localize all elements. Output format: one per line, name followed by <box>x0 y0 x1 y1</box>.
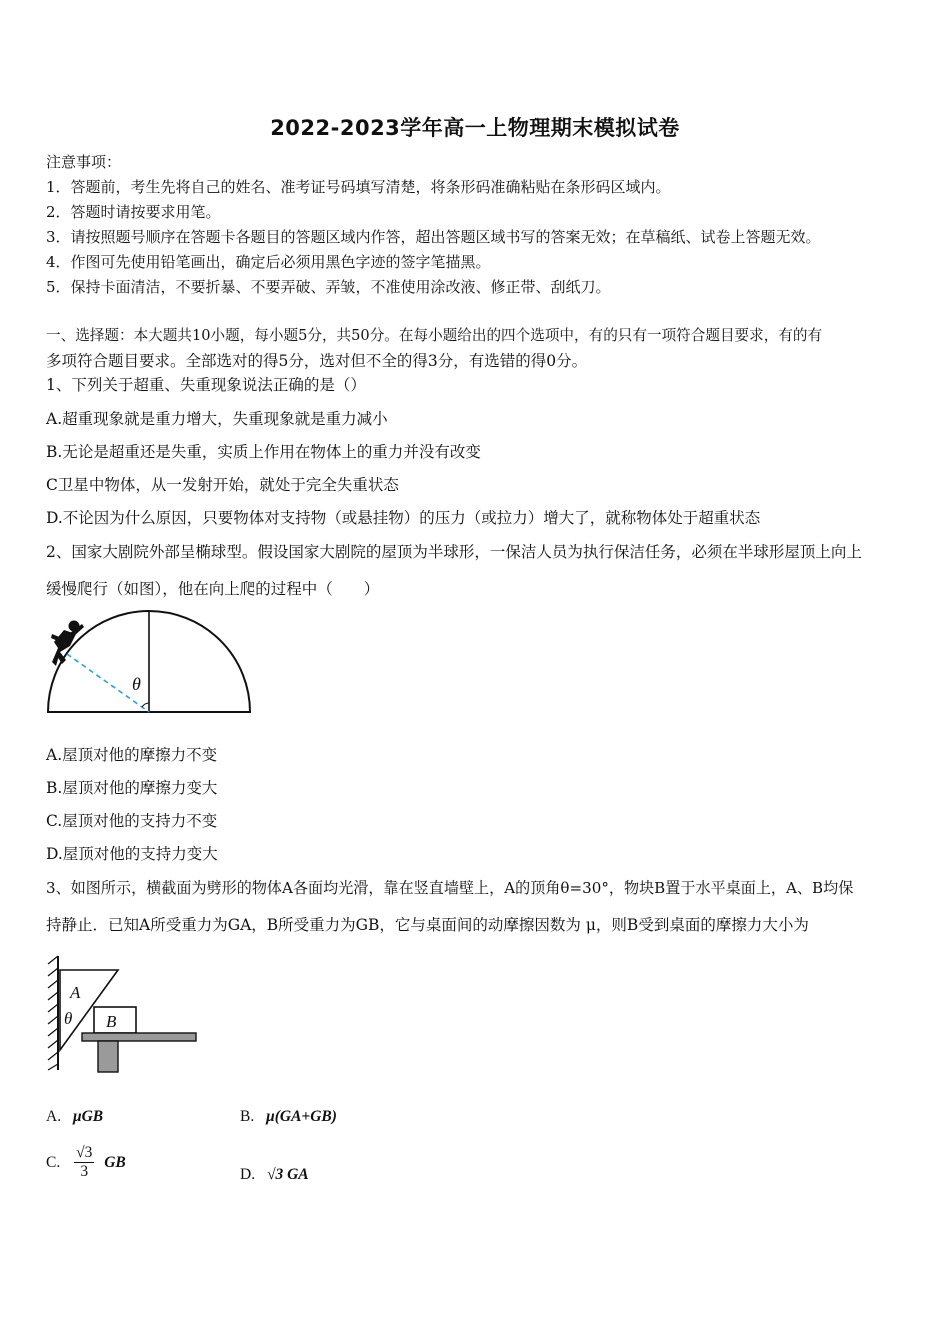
question-1-option-c: C卫星中物体，从一发射开始，就处于完全失重状态 <box>46 476 399 494</box>
climber-icon <box>51 621 84 667</box>
question-3-stem-line-2: 持静止．已知A所受重力为GA，B所受重力为GB，它与桌面间的动摩擦因数为 μ，则B受到桌面的摩擦力大小为 <box>46 916 809 934</box>
section-instructions-line-1: 一、选择题：本大题共10小题，每小题5分，共50分。在每小题给出的四个选项中，有的只有一项符合题目要求，有的有 <box>46 327 823 344</box>
question-1-option-b: B.无论是超重还是失重，实质上作用在物体上的重力并没有改变 <box>46 443 481 461</box>
option-d-expression: √3 GA <box>266 1166 309 1183</box>
wedge-block-figure <box>44 952 204 1076</box>
question-3-option-d <box>240 1166 309 1184</box>
question-2-option-b: B.屋顶对他的摩擦力变大 <box>46 779 218 797</box>
question-2-stem-line-2: 缓慢爬行（如图），他在向上爬的过程中（ ） <box>46 580 380 598</box>
notice-item-4: 4．作图可先使用铅笔画出，确定后必须用黑色字迹的签字笔描黑。 <box>46 253 491 271</box>
notice-item-5: 5．保持卡面清洁，不要折暴、不要弄破、弄皱，不准使用涂改液、修正带、刮纸刀。 <box>46 278 611 296</box>
option-d-label: D. <box>240 1166 256 1183</box>
notice-item-3: 3．请按照题号顺序在答题卡各题目的答题区域内作答，超出答题区域书写的答案无效；在草稿纸、试卷上答题无效。 <box>46 228 821 246</box>
option-c-label: C. <box>46 1153 61 1171</box>
question-1-option-d: D.不论因为什么原因，只要物体对支持物（或悬挂物）的压力（或拉力）增大了，就称物体处于超重状态 <box>46 509 761 527</box>
question-2-option-c: C.屋顶对他的支持力不变 <box>46 812 218 830</box>
section-instructions-line-2: 多项符合题目要求。全部选对的得5分，选对但不全的得3分，有选错的得0分。 <box>46 352 588 370</box>
option-a-expression: μGB <box>72 1108 104 1125</box>
question-2-option-a: A.屋顶对他的摩擦力不变 <box>46 746 218 764</box>
option-c-numerator: √3 <box>76 1144 93 1161</box>
wedge-theta-label: θ <box>64 1009 73 1028</box>
page-title: 2022-2023学年高一上物理期末模拟试卷 <box>270 116 680 140</box>
question-1-stem: 1、下列关于超重、失重现象说法正确的是（） <box>46 376 366 394</box>
question-3-option-a <box>46 1108 103 1126</box>
question-2-option-d: D.屋顶对他的支持力变大 <box>46 845 218 863</box>
option-b-label: B. <box>240 1108 255 1125</box>
question-3-option-c <box>46 1144 126 1181</box>
question-1-option-a: A.超重现象就是重力增大，失重现象就是重力减小 <box>46 410 388 428</box>
theta-label: θ <box>132 674 141 694</box>
notice-heading: 注意事项： <box>46 153 122 171</box>
hemisphere-roof-figure <box>40 608 260 720</box>
option-b-expression: μ(GA+GB) <box>266 1108 337 1125</box>
question-3-stem-line-1: 3、如图所示，横截面为劈形的物体A各面均光滑，靠在竖直墙壁上，A的顶角θ=30°，物块B置于水平桌面上，A、B均保 <box>46 879 854 897</box>
wedge-a-label: A <box>70 983 81 1002</box>
question-3-option-b <box>240 1108 337 1126</box>
question-2-stem-line-1: 2、国家大剧院外部呈椭球型。假设国家大剧院的屋顶为半球形，一保洁人员为执行保洁任务，必须在半球形屋顶上向上 <box>46 543 862 561</box>
notice-item-1: 1．答题前，考生先将自己的姓名、准考证号码填写清楚，将条形码准确粘贴在条形码区域内。 <box>46 178 671 196</box>
notice-item-2: 2．答题时请按要求用笔。 <box>46 203 221 221</box>
block-b-label: B <box>106 1012 117 1031</box>
option-c-tail: GB <box>104 1153 126 1171</box>
option-a-label: A. <box>46 1108 62 1125</box>
option-c-fraction <box>74 1144 94 1181</box>
option-c-denominator: 3 <box>80 1163 89 1180</box>
